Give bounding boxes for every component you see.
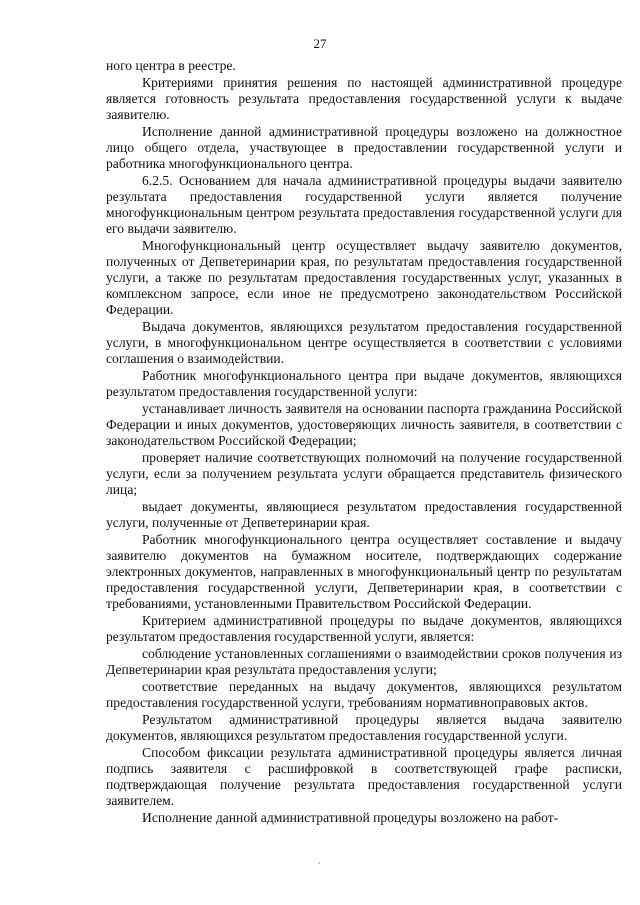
paragraph: Работник многофункционального центра осуществляет составление и выдачу заявителю документов на бумажном носителе, подтверждающих содержание электронных документов, направленных в многофункциональный центр по результатам предоставления государственной услуги, Депветеринарии края, в соответствии с требованиями, установленными Правительством Российской Федерации.	[106, 532, 622, 611]
paragraph: Многофункциональный центр осуществляет выдачу заявителю документов, полученных от Депветеринарии края, по результатам предоставления государственной услуги, а также по результатам предоставления государственных услуг, указанных в комплексном запросе, если иное не предусмотрено законодательством Российской Федерации.	[106, 238, 622, 317]
scan-speck	[318, 862, 320, 864]
page-number: 27	[313, 36, 327, 51]
paragraph: Способом фиксации результата административной процедуры является личная подпись заявителя с расшифровкой в соответствующей графе расписки, подтверждающая получение результата предоставления государственной услуги заявителем.	[106, 745, 622, 808]
paragraph: Критериями принятия решения по настоящей административной процедуре является готовность результата предоставления государственной услуги к выдаче заявителю.	[106, 75, 622, 122]
paragraph: Критерием административной процедуры по выдаче документов, являющихся результатом предоставления государственной услуги, является:	[106, 613, 622, 644]
paragraph: соответствие переданных на выдачу документов, являющихся результатом предоставления государственной услуги, требованиям нормативноправовых актов.	[106, 679, 622, 710]
paragraph: Результатом административной процедуры является выдача заявителю документов, являющихся результатом предоставления государственной услуги.	[106, 712, 622, 743]
paragraph: Исполнение данной административной процедуры возложено на работ-	[142, 810, 559, 825]
document-body	[106, 58, 622, 827]
paragraph: 6.2.5. Основанием для начала административной процедуры выдачи заявителю результата предоставления государственной услуги является получение многофункциональным центром результата предоставления государственной услуги для его выдачи заявителю.	[106, 173, 622, 236]
paragraph: Выдача документов, являющихся результатом предоставления государственной услуги, в многофункциональном центре осуществляется в соответствии с условиями соглашения о взаимодействии.	[106, 319, 622, 366]
paragraph: проверяет наличие соответствующих полномочий на получение государственной услуги, если за получением результата услуги обращается представитель физического лица;	[106, 450, 622, 497]
paragraph: Исполнение данной административной процедуры возложено на должностное лицо общего отдела, участвующее в предоставлении государственной услуги и работника многофункционального центра.	[106, 124, 622, 171]
paragraph: соблюдение установленных соглашениями о взаимодействии сроков получения из Депветеринарии края результата предоставления услуги;	[106, 646, 622, 677]
paragraph: устанавливает личность заявителя на основании паспорта гражданина Российской Федерации и иных документов, удостоверяющих личность заявителя, в соответствии с законодательством Российской Федерации;	[106, 401, 622, 448]
paragraph: ного центра в реестре.	[106, 58, 236, 73]
paragraph: Работник многофункционального центра при выдаче документов, являющихся результатом предоставления государственной услуги:	[106, 368, 622, 399]
paragraph: выдает документы, являющиеся результатом предоставления государственной услуги, полученные от Депветеринарии края.	[106, 499, 622, 530]
